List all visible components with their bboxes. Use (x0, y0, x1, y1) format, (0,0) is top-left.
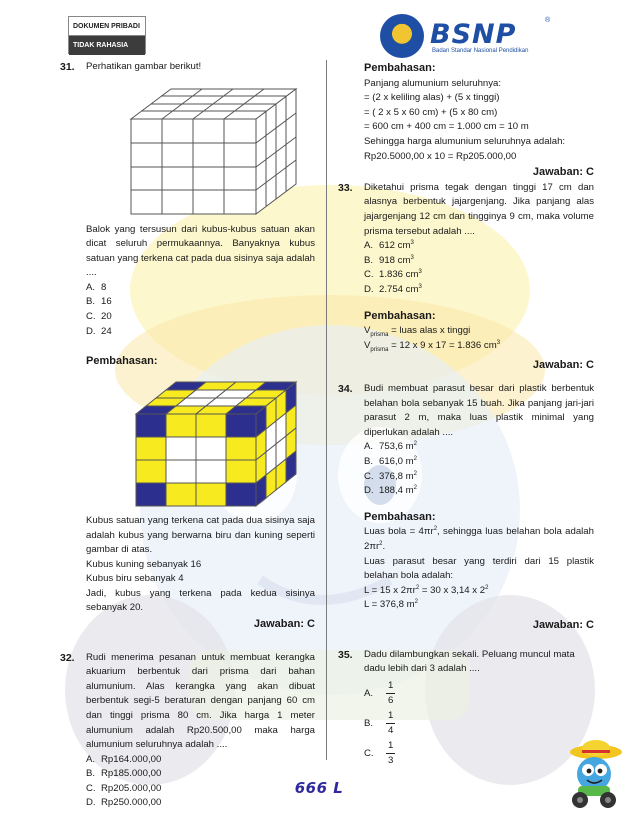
explanation-3: Kubus biru sebanyak 4 (86, 573, 184, 585)
options-list (364, 440, 594, 498)
option-c: C. 376,8 $m^2$ (364, 470, 418, 482)
explanation-line: = 600 cm + 400 cm = 1.000 cm = 10 m (364, 121, 529, 133)
answer-label: Jawaban: C (532, 359, 594, 372)
explanation-line: = (2 x keliling alas) + (5 x tinggi) (364, 92, 500, 104)
question-text: Budi membuat parasut besar dari plastik berbentuk belahan bola sebanyak 15 buah. Jika panjang jari-jari parasut 2 m, maka luas plastik minimal yang diperlukan adalah .... (364, 383, 594, 438)
explanation-line: L = 376,8 $m^2$ (364, 599, 418, 611)
question-number: 35. (338, 648, 353, 661)
question-number: 34. (338, 383, 353, 396)
question-number: 33. (338, 181, 353, 194)
option-d: D. 2.754 $cm^3$ (364, 283, 422, 295)
explanation-line: Luas bola = $4\pi r^2$, sehingga luas belahan bola adalah $2\pi r^2$. (364, 526, 594, 553)
question-intro: Perhatikan gambar berikut! (86, 61, 202, 72)
left-column (60, 60, 315, 811)
bsnp-emblem-icon (380, 14, 424, 58)
explanation-line: L = 15 x $2\pi r^2 = 30$ x 3,14 x $2^2$ (364, 584, 489, 596)
bsnp-logo (380, 12, 580, 60)
question-32-explanation (338, 60, 594, 181)
explanation-line: Luas parasut besar yang terdiri dari 15 plastik belahan bola adalah: (364, 555, 594, 582)
cube-figure (86, 79, 311, 217)
option-a: A. $\frac{1}{6}$ (364, 679, 394, 707)
question-34 (338, 382, 594, 634)
explanation-4: Jadi, kubus yang terkena pada kedua sisinya sebanyak 20. (86, 587, 315, 614)
explanation-1: Kubus satuan yang terkena cat pada dua sisinya saja adalah kubus yang berwarna biru dan kuning seperti gambar di atas. (86, 514, 315, 556)
question-text: Diketahui prisma tegak dengan tinggi 17 cm dan alasnya berbentuk jajargenjang. Jika panjang alas jajargenjang 12 cm dan tingginya 9 cm, maka volume prisma tersebut adalah .... (364, 181, 594, 237)
option-c: C. Rp205.000,00 (86, 782, 162, 794)
formula-line: $V_{prisma} = 12$ x 9 x 17 = 1.836 $cm^3$ (364, 339, 501, 353)
option-a: A. 8 (86, 281, 107, 293)
option-b: B. 616,0 $m^2$ (364, 455, 418, 468)
explanation-line: Rp20.5000,00 x 10 = Rp205.000,00 (364, 150, 517, 162)
colored-cube-figure (86, 376, 311, 508)
answer-label: Jawaban: C (532, 166, 594, 179)
right-column (338, 60, 594, 769)
column-divider (326, 60, 327, 760)
option-a: A. Rp164.000,00 (86, 753, 162, 765)
option-b: B. Rp185.000,00 (86, 768, 162, 780)
pembahasan-heading: Pembahasan: (364, 510, 436, 523)
option-b: B. 918 $cm^3$ (364, 254, 414, 266)
option-b: B. $\frac{1}{4}$ (364, 709, 394, 737)
question-number: 31. (60, 61, 75, 73)
option-a: A. 753,6 $m^2$ (364, 441, 418, 453)
question-33 (338, 181, 594, 374)
option-c: C. 20 (86, 311, 112, 323)
bsnp-registered-mark: ® (545, 17, 551, 24)
option-c: C. 1.836 $cm^3$ (364, 269, 422, 281)
option-d: D. 188,4 $m^2$ (364, 484, 418, 497)
explanation-line: = ( 2 x 5 x 60 cm) + (5 x 80 cm) (364, 106, 498, 118)
answer-label: Jawaban: C (532, 618, 594, 631)
options-list (364, 239, 594, 297)
option-d: D. 24 (86, 325, 112, 337)
question-text: Dadu dilambungkan sekali. Peluang muncul mata dadu lebih dari 3 adalah .... (364, 648, 575, 675)
question-31 (60, 60, 315, 633)
explanation-line: Sehingga harga alumunium seluruhnya adalah: (364, 136, 566, 148)
page-header (60, 12, 600, 60)
bsnp-logo-text: BSNP (430, 19, 517, 50)
option-a: A. 612 $cm^3$ (364, 240, 414, 252)
document-label-not-secret: TIDAK RAHASIA (69, 36, 145, 55)
pembahasan-heading: Pembahasan: (86, 355, 158, 368)
mascot-image (560, 738, 626, 810)
explanation-2: Kubus kuning sebanyak 16 (86, 558, 202, 570)
page-footer: 666 L (294, 779, 344, 797)
option-b: B. 16 (86, 296, 112, 308)
option-c: C. $\frac{1}{3}$ (364, 739, 394, 767)
question-text: Balok yang tersusun dari kubus-kubus satuan akan dicat seluruh permukaannya. Banyaknya kubus satuan yang terkena cat pada dua sisinya saja adalah .... (86, 223, 315, 279)
formula-line: $V_{prisma}$ = luas alas x tinggi (364, 325, 471, 339)
document-label (68, 16, 146, 54)
option-d: D. Rp250.000,00 (86, 797, 162, 809)
pembahasan-heading: Pembahasan: (364, 62, 436, 74)
question-35 (338, 648, 594, 769)
document-label-private: DOKUMEN PRIBADI (69, 17, 145, 36)
question-number: 32. (60, 651, 75, 664)
answer-label: Jawaban: C (253, 617, 315, 630)
options-list (86, 281, 315, 339)
pembahasan-heading: Pembahasan: (364, 309, 436, 322)
question-text: Rudi menerima pesanan untuk membuat kerangka akuarium berbentuk dari prisma dari bahan alumunium. Alas kerangka yang akan dibuat berbentuk segi-5 beraturan dengan panjang 60 cm dan tinggi prisma 80 cm. Jika harga 1 meter alumunium adalah Rp20.500,00 maka harga alumunium seluruhnya adalah .... (86, 651, 315, 751)
explanation-line: Panjang alumunium seluruhnya: (364, 77, 502, 89)
bsnp-subtitle: Badan Standar Nasional Pendidikan (432, 48, 529, 54)
